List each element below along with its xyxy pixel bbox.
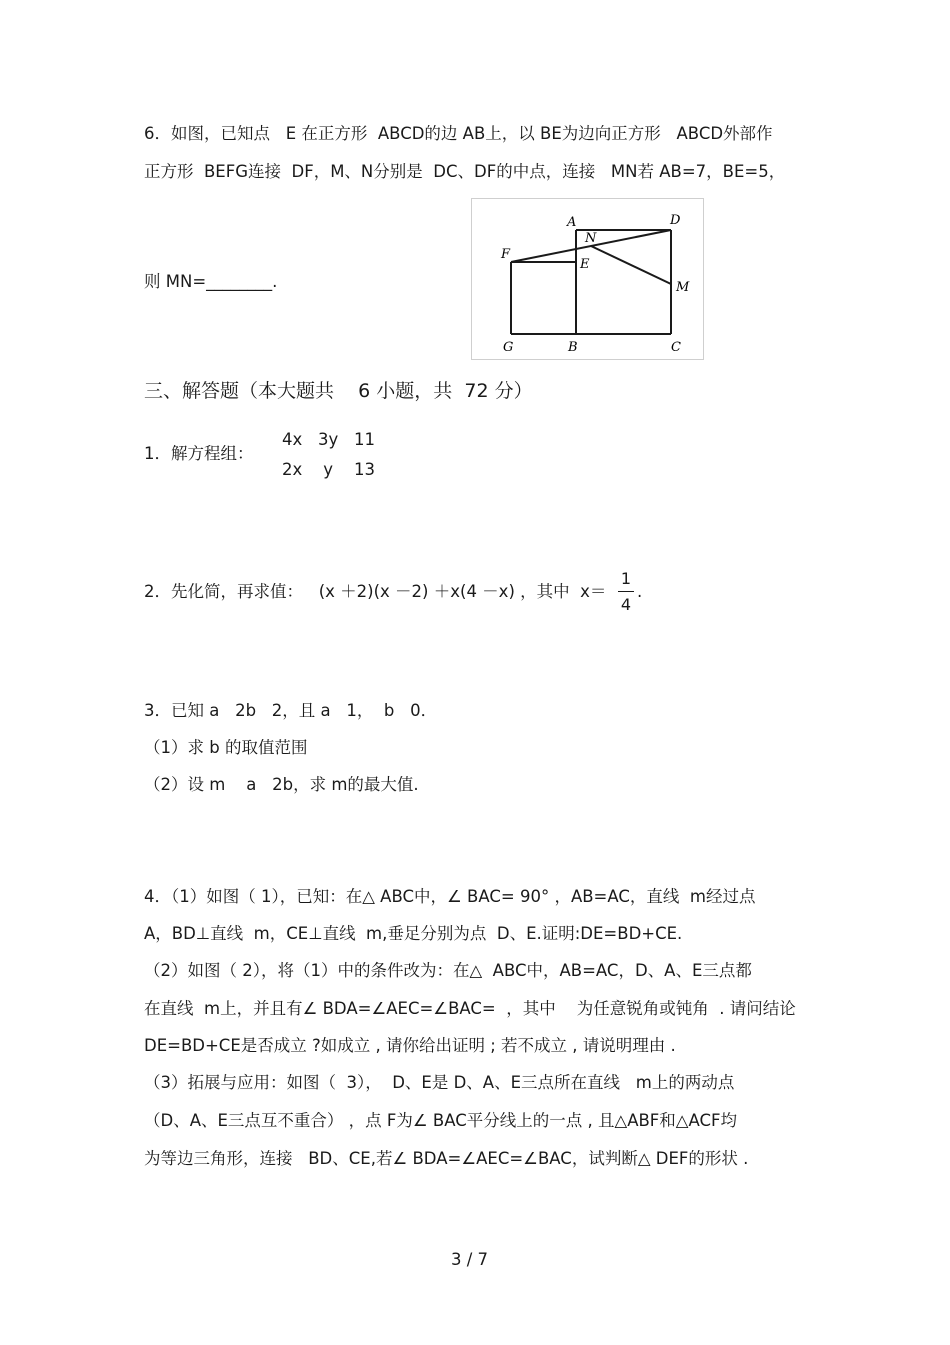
q2-fraction-numerator: 1 — [620, 569, 632, 588]
label-a: A — [567, 215, 577, 230]
q4-line-7: （D、A、E三点互不重合） ，点 F为∠ BAC平分线上的一点 , 且△ABF和△ACF均 — [144, 1111, 737, 1130]
q2-text: 2．先化简，再求值： (x ＋2)(x －2) ＋x(4 －x) ，其中 x＝ — [144, 582, 607, 601]
label-f: F — [501, 247, 511, 262]
q4-line-8: 为等边三角形，连接 BD、CE,若∠ BDA=∠AEC=∠BAC，试判断△ DEF的形状 . — [144, 1149, 749, 1168]
label-n: N — [585, 231, 597, 246]
label-b: B — [568, 340, 578, 355]
q3-line-2: （1）求 b 的取值范围 — [144, 738, 308, 757]
q6-line-3: 则 MN=________. — [144, 272, 278, 291]
page-number: 3 / 7 — [451, 1250, 489, 1269]
q4-line-4: 在直线 m上，并且有∠ BDA=∠AEC=∠BAC= ，其中 为任意锐角或钝角 . 请问结论 — [144, 999, 796, 1018]
q1-equation-2: 2x y 13 — [282, 460, 375, 479]
label-g: G — [503, 340, 514, 355]
label-m: M — [676, 280, 690, 295]
q1-label: 1．解方程组： — [144, 444, 254, 463]
q4-line-2: A，BD⊥直线 m，CE⊥直线 m,垂足分别为点 D、E.证明:DE=BD+CE. — [144, 924, 683, 943]
label-e: E — [580, 257, 590, 272]
label-d: D — [670, 213, 681, 228]
figure-frame — [472, 199, 704, 360]
q2-end: . — [637, 582, 643, 601]
q3-line-3: （2）设 m a 2b，求 m的最大值. — [144, 775, 419, 794]
q1-equation-1: 4x 3y 11 — [282, 430, 375, 449]
square-geometry-figure — [471, 198, 704, 360]
q2-fraction-bar — [618, 591, 634, 592]
label-c: C — [671, 340, 681, 355]
q4-line-3: （2）如图（ 2），将（1）中的条件改为：在△ ABC中，AB=AC，D、A、E三点都 — [144, 961, 752, 980]
q3-line-1: 3．已知 a 2b 2，且 a 1， b 0． — [144, 701, 438, 720]
section-3-title: 三、解答题（本大题共 6 小题，共 72 分） — [144, 380, 533, 402]
q4-line-6: （3）拓展与应用：如图（ 3）， D、E是 D、A、E三点所在直线 m上的两动点 — [144, 1073, 735, 1092]
q6-line-2: 正方形 BEFG连接 DF，M、N分别是 DC、DF的中点，连接 MN若 AB=7，BE=5， — [144, 162, 786, 181]
q4-line-5: DE=BD+CE是否成立 ?如成立 , 请你给出证明 ; 若不成立 , 请说明理由 . — [144, 1036, 676, 1055]
q4-line-1: 4．（1）如图（ 1），已知：在△ ABC中，∠ BAC= 90° ，AB=AC，直线 m经过点 — [144, 887, 756, 906]
q2-fraction-denominator: 4 — [620, 595, 632, 614]
q6-line-1: 6．如图，已知点 E 在正方形 ABCD的边 AB上，以 BE为边向正方形 ABCD外部作 — [144, 124, 773, 143]
